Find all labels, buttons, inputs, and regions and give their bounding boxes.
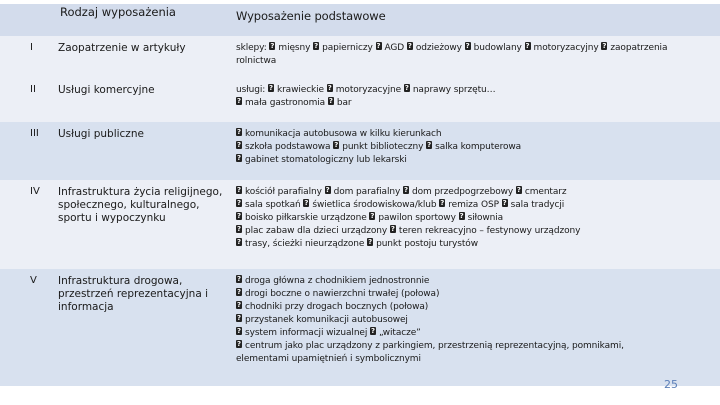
item-line bbox=[236, 97, 716, 110]
bullet-icon bbox=[333, 141, 340, 150]
bullet-icon bbox=[516, 186, 523, 195]
row-category: Zaopatrzenie w artykuły bbox=[54, 36, 232, 78]
row-items bbox=[232, 78, 720, 122]
bullet-icon bbox=[236, 212, 243, 221]
item-text: motoryzacyjny bbox=[533, 43, 602, 53]
item-text: elementami upamiętnień i symbolicznymi bbox=[236, 354, 421, 364]
item-text: kościół parafialny bbox=[245, 187, 325, 197]
item-line bbox=[236, 55, 716, 68]
row-category: Usługi komercyjne bbox=[54, 78, 232, 122]
item-line bbox=[236, 301, 716, 314]
item-text: papierniczy bbox=[322, 43, 376, 53]
row-category: Infrastruktura drogowa, przestrzeń reprezentacyjna i informacja bbox=[54, 269, 232, 386]
row-number: I bbox=[0, 36, 54, 78]
item-text: „witacze” bbox=[379, 328, 421, 338]
item-text: chodniki przy drogach bocznych (połowa) bbox=[245, 302, 429, 312]
bullet-icon bbox=[236, 128, 243, 137]
item-line bbox=[236, 154, 716, 167]
header-col1-cell bbox=[54, 4, 232, 36]
item-line bbox=[236, 42, 716, 55]
table-row bbox=[0, 180, 720, 269]
bullet-icon bbox=[525, 42, 532, 51]
bullet-icon bbox=[236, 238, 243, 247]
item-text: świetlica środowiskowa/klub bbox=[312, 200, 440, 210]
row-items bbox=[232, 180, 720, 269]
item-text: pawilon sportowy bbox=[378, 213, 459, 223]
bullet-icon bbox=[236, 275, 243, 284]
item-text: gabinet stomatologiczny lub lekarski bbox=[245, 155, 407, 165]
table-header-row bbox=[0, 4, 720, 36]
item-text: punkt biblioteczny bbox=[342, 142, 427, 152]
item-line bbox=[236, 141, 716, 154]
equipment-table bbox=[0, 4, 720, 386]
item-line bbox=[236, 353, 716, 366]
item-text: sala spotkań bbox=[245, 200, 304, 210]
item-text: droga główna z chodnikiem jednostronnie bbox=[245, 276, 430, 286]
item-text: mięsny bbox=[278, 43, 314, 53]
bullet-icon bbox=[376, 42, 383, 51]
item-text: salka komputerowa bbox=[435, 142, 522, 152]
bullet-icon bbox=[439, 199, 446, 208]
row-items bbox=[232, 122, 720, 180]
item-text: remiza OSP bbox=[448, 200, 502, 210]
bullet-icon bbox=[303, 199, 310, 208]
table-row bbox=[0, 78, 720, 122]
item-text: zaopatrzenia bbox=[610, 43, 668, 53]
bullet-icon bbox=[328, 97, 335, 106]
bullet-icon bbox=[502, 199, 509, 208]
item-text: drogi boczne o nawierzchni trwałej (połowa) bbox=[245, 289, 440, 299]
header-col1-label: Rodzaj wyposażenia bbox=[60, 5, 176, 19]
header-col2-label: Wyposażenie podstawowe bbox=[236, 9, 386, 23]
bullet-icon bbox=[327, 84, 334, 93]
row-category: Infrastruktura życia religijnego, społecznego, kulturalnego, sportu i wypoczynku bbox=[54, 180, 232, 269]
bullet-icon bbox=[236, 314, 243, 323]
item-text: dom parafialny bbox=[333, 187, 403, 197]
bullet-icon bbox=[367, 238, 374, 247]
bullet-icon bbox=[236, 288, 243, 297]
row-number: II bbox=[0, 78, 54, 122]
item-text: centrum jako plac urządzony z parkingiem, przestrzenią reprezentacyjną, pomnikami, bbox=[245, 341, 624, 351]
item-text: punkt postoju turystów bbox=[376, 239, 478, 249]
bullet-icon bbox=[236, 186, 243, 195]
item-text: budowlany bbox=[473, 43, 525, 53]
item-line bbox=[236, 238, 716, 251]
row-items bbox=[232, 36, 720, 78]
item-text: cmentarz bbox=[524, 187, 567, 197]
item-text: system informacji wizualnej bbox=[245, 328, 371, 338]
bullet-icon bbox=[426, 141, 433, 150]
bullet-icon bbox=[325, 186, 332, 195]
item-text: naprawy sprzętu… bbox=[412, 85, 496, 95]
table-row bbox=[0, 269, 720, 386]
bullet-icon bbox=[390, 225, 397, 234]
bullet-icon bbox=[369, 212, 376, 221]
item-line bbox=[236, 340, 716, 353]
item-text: krawieckie bbox=[276, 85, 327, 95]
item-line bbox=[236, 225, 716, 238]
item-text: usługi: bbox=[236, 85, 268, 95]
item-text: odzieżowy bbox=[415, 43, 465, 53]
bullet-icon bbox=[403, 186, 410, 195]
row-category: Usługi publiczne bbox=[54, 122, 232, 180]
item-text: plac zabaw dla dzieci urządzony bbox=[245, 226, 390, 236]
item-text: przystanek komunikacji autobusowej bbox=[245, 315, 408, 325]
item-text: trasy, ścieżki nieurządzone bbox=[245, 239, 368, 249]
bullet-icon bbox=[268, 84, 275, 93]
item-line bbox=[236, 275, 716, 288]
item-text: komunikacja autobusowa w kilku kierunkach bbox=[245, 129, 442, 139]
item-text: rolnictwa bbox=[236, 56, 277, 66]
bullet-icon bbox=[269, 42, 276, 51]
item-line bbox=[236, 327, 716, 340]
row-number: V bbox=[0, 269, 54, 386]
item-line bbox=[236, 212, 716, 225]
table-row bbox=[0, 36, 720, 78]
row-number: IV bbox=[0, 180, 54, 269]
item-text: sala tradycji bbox=[510, 200, 565, 210]
bullet-icon bbox=[404, 84, 411, 93]
item-line bbox=[236, 84, 716, 97]
bullet-icon bbox=[236, 225, 243, 234]
item-line bbox=[236, 314, 716, 327]
bullet-icon bbox=[465, 42, 472, 51]
item-text: teren rekreacyjno – festynowy urządzony bbox=[398, 226, 581, 236]
bullet-icon bbox=[236, 340, 243, 349]
item-text: sklepy: bbox=[236, 43, 270, 53]
bullet-icon bbox=[236, 301, 243, 310]
row-items bbox=[232, 269, 720, 386]
bullet-icon bbox=[601, 42, 608, 51]
header-num-cell bbox=[0, 4, 54, 36]
bullet-icon bbox=[407, 42, 414, 51]
table-row bbox=[0, 122, 720, 180]
bullet-icon bbox=[236, 154, 243, 163]
item-text: bar bbox=[336, 98, 352, 108]
bullet-icon bbox=[370, 327, 377, 336]
page-number: 25 bbox=[664, 378, 678, 391]
item-text: siłownia bbox=[467, 213, 504, 223]
row-number: III bbox=[0, 122, 54, 180]
bullet-icon bbox=[236, 141, 243, 150]
item-text: AGD bbox=[384, 43, 407, 53]
item-line bbox=[236, 128, 716, 141]
item-line bbox=[236, 288, 716, 301]
bullet-icon bbox=[236, 199, 243, 208]
bullet-icon bbox=[459, 212, 466, 221]
item-text: dom przedpogrzebowy bbox=[411, 187, 516, 197]
item-text: boisko piłkarskie urządzone bbox=[245, 213, 370, 223]
bullet-icon bbox=[236, 97, 243, 106]
bullet-icon bbox=[236, 327, 243, 336]
item-text: mała gastronomia bbox=[245, 98, 328, 108]
bullet-icon bbox=[313, 42, 320, 51]
item-line bbox=[236, 199, 716, 212]
item-text: szkoła podstawowa bbox=[245, 142, 334, 152]
header-col2-cell bbox=[232, 4, 720, 36]
item-text: motoryzacyjne bbox=[335, 85, 404, 95]
